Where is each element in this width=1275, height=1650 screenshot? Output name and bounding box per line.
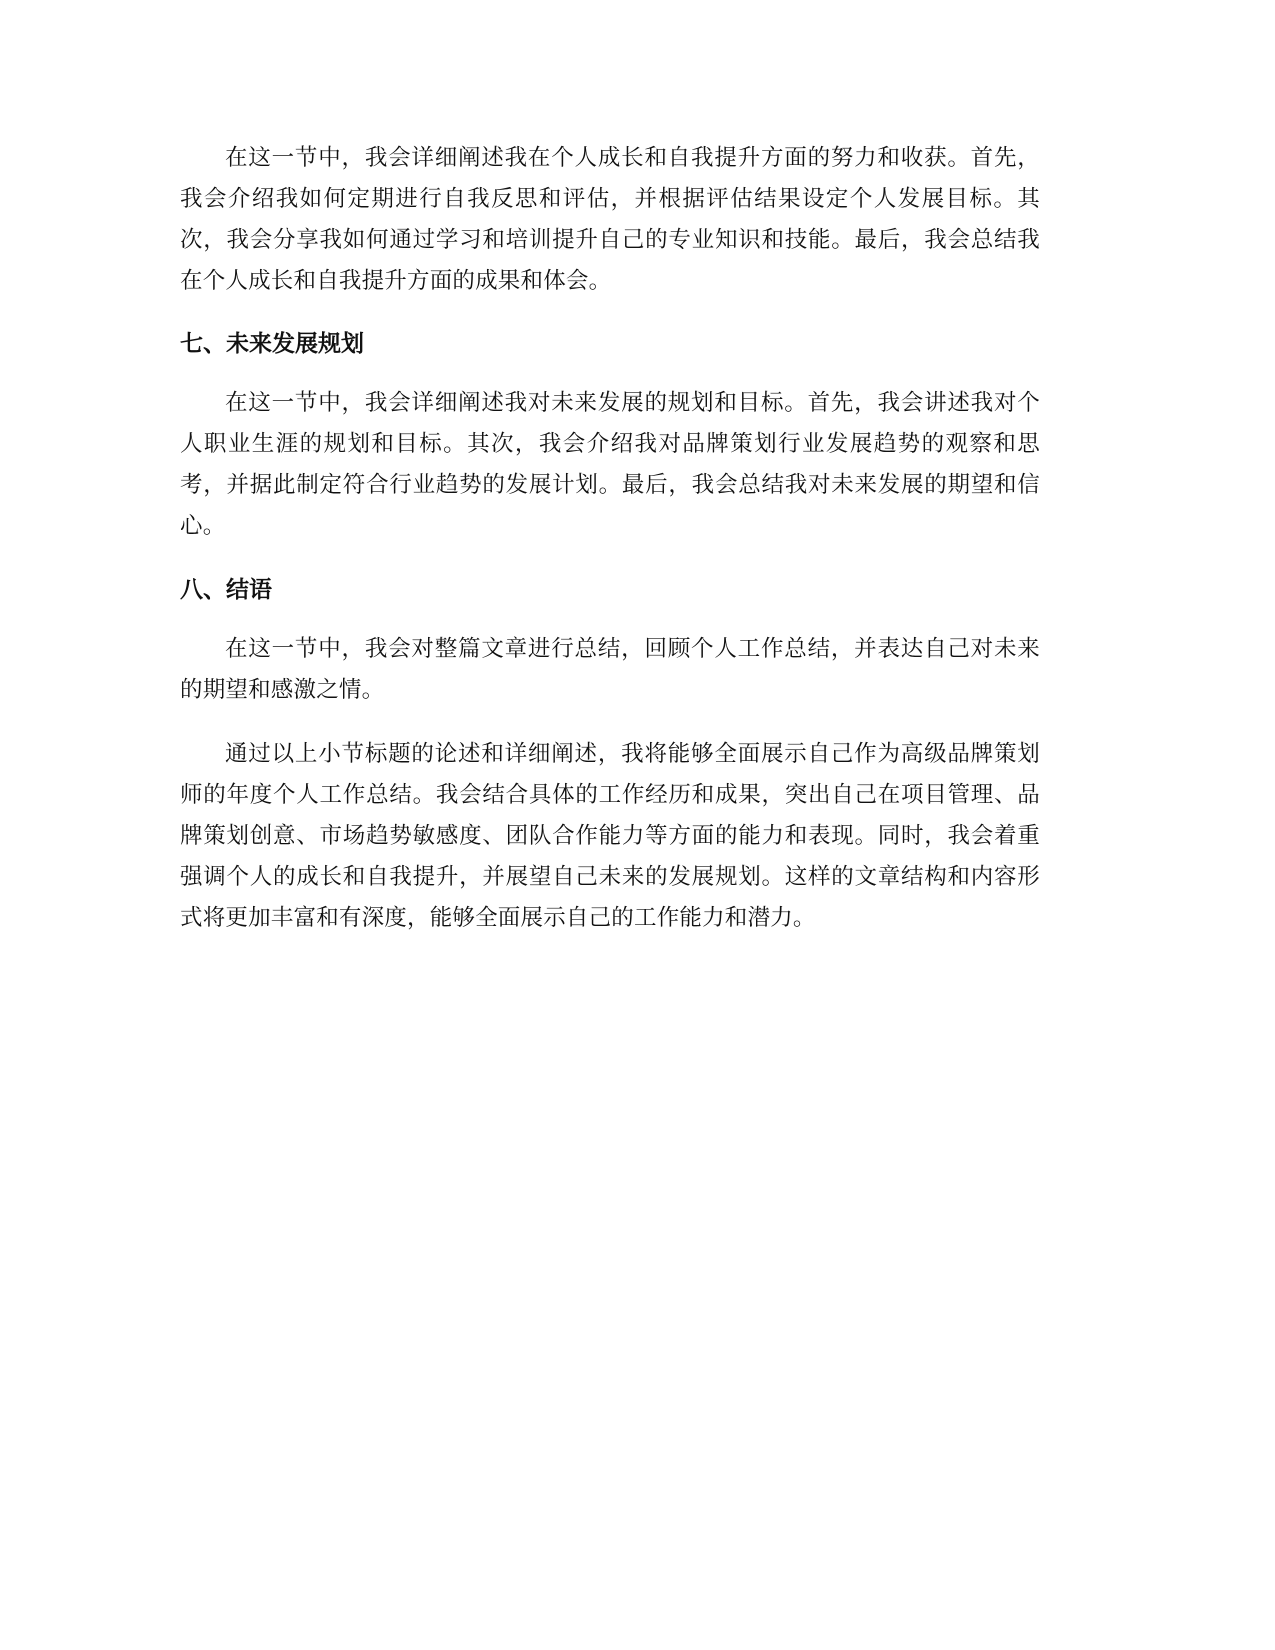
section-heading-conclusion: 八、结语: [180, 577, 272, 603]
paragraph-future-plan: 在这一节中，我会详细阐述我对未来发展的规划和目标。首先，我会讲述我对个人职业生涯的规划和目标。其次，我会介绍我对品牌策划行业发展趋势的观察和思考，并据此制定符合行业趋势的发展计划。最后，我会总结我对未来发展的期望和信心。: [180, 390, 1040, 539]
paragraph-closing-summary: 通过以上小节标题的论述和详细阐述，我将能够全面展示自己作为高级品牌策划师的年度个人工作总结。我会结合具体的工作经历和成果，突出自己在项目管理、品牌策划创意、市场趋势敏感度、团队合作能力等方面的能力和表现。同时，我会着重强调个人的成长和自我提升，并展望自己未来的发展规划。这样的文章结构和内容形式将更加丰富和有深度，能够全面展示自己的工作能力和潜力。: [180, 741, 1040, 931]
paragraph-conclusion: 在这一节中，我会对整篇文章进行总结，回顾个人工作总结，并表达自己对未来的期望和感激之情。: [180, 636, 1040, 703]
paragraph-personal-growth: 在这一节中，我会详细阐述我在个人成长和自我提升方面的努力和收获。首先，我会介绍我如何定期进行自我反思和评估，并根据评估结果设定个人发展目标。其次，我会分享我如何通过学习和培训提升自己的专业知识和技能。最后，我会总结我在个人成长和自我提升方面的成果和体会。: [180, 145, 1040, 294]
section-heading-future-plan: 七、未来发展规划: [180, 331, 364, 357]
document-page: [180, 138, 1040, 939]
